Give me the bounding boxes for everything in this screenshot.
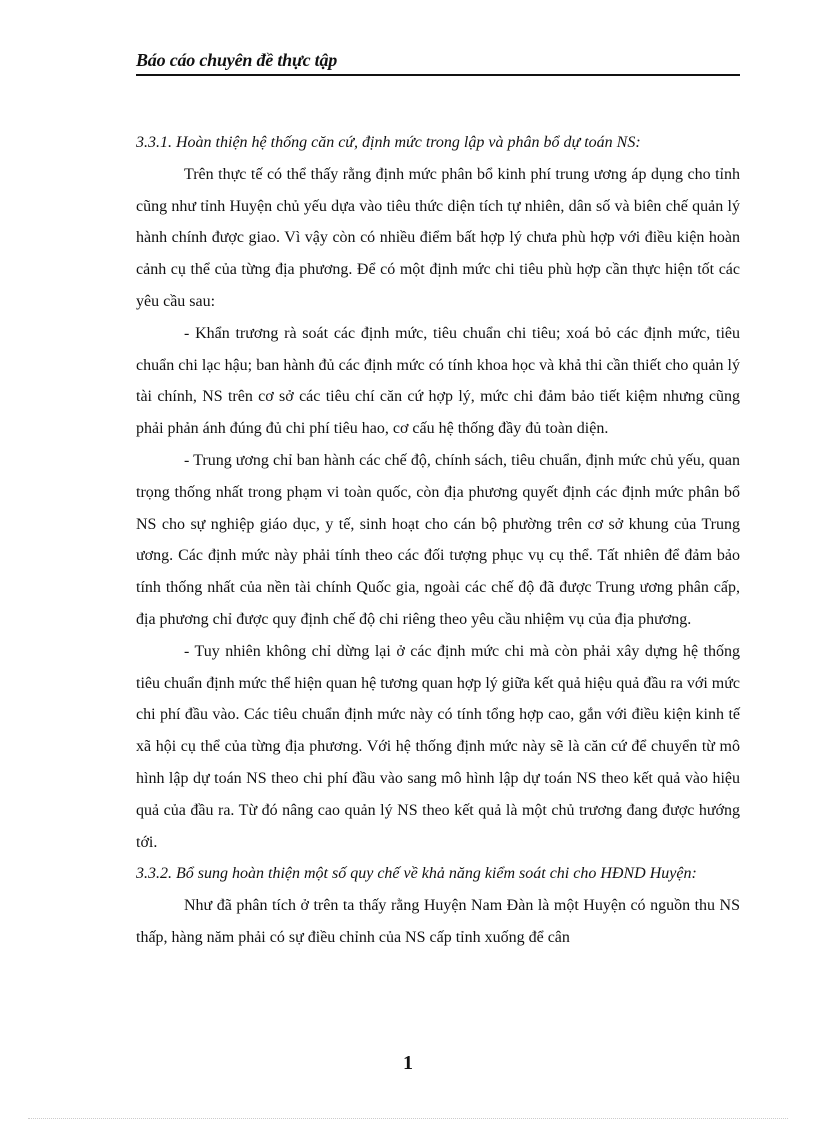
body-paragraph: - Tuy nhiên không chỉ dừng lại ở các định mức chi mà còn phải xây dựng hệ thống tiêu chuẩn định mức thể hiện quan hệ tương quan hợp lý giữa kết quả hiệu quả đầu ra với mức chi phí đầu vào. Các tiêu chuẩn định mức này có tính tổng hợp cao, gắn với điều kiện kinh tế xã hội cụ thể của từng địa phương. Với hệ thống định mức này sẽ là căn cứ để chuyển từ mô hình lập dự toán NS theo chi phí đầu vào sang mô hình lập dự toán NS theo kết quả vào hiệu quả của đầu ra. Từ đó nâng cao quản lý NS theo kết quả là một chủ trương đang được hướng tới.: [136, 642, 740, 851]
page-bottom-divider: [28, 1118, 788, 1119]
body-paragraph: Trên thực tế có thể thấy rằng định mức phân bổ kinh phí trung ương áp dụng cho tỉnh cũng như tỉnh Huyện chủ yếu dựa vào tiêu thức diện tích tự nhiên, dân số và biên chế quản lý hành chính được giao. Vì vậy còn có nhiều điểm bất hợp lý chưa phù hợp với điều kiện hoàn cảnh cụ thể của từng địa phương. Để có một định mức chi tiêu phù hợp cần thực hiện tốt các yêu cầu sau:: [136, 165, 740, 310]
body-paragraph: - Khẩn trương rà soát các định mức, tiêu chuẩn chi tiêu; xoá bỏ các định mức, tiêu chuẩn chi lạc hậu; ban hành đủ các định mức có tính khoa học và khả thi cần thiết cho quản lý tài chính, NS trên cơ sở các tiêu chí căn cứ hợp lý, mức chi đảm bảo tiết kiệm nhưng cũng phải phản ánh đúng đủ chi phí tiêu hao, cơ cấu hệ thống đầy đủ toàn diện.: [136, 324, 740, 438]
page-number: 1: [403, 1052, 413, 1074]
document-body: [136, 127, 740, 954]
header-title: Báo cáo chuyên đề thực tập: [136, 50, 338, 70]
section-heading-3-3-1: 3.3.1. Hoàn thiện hệ thống căn cứ, định mức trong lập và phân bổ dự toán NS:: [136, 134, 641, 151]
page-header: [136, 50, 740, 76]
body-paragraph: Như đã phân tích ở trên ta thấy rằng Huyện Nam Đàn là một Huyện có nguồn thu NS thấp, hàng năm phải có sự điều chỉnh của NS cấp tỉnh xuống để cân: [136, 897, 740, 946]
body-paragraph: - Trung ương chỉ ban hành các chế độ, chính sách, tiêu chuẩn, định mức chủ yếu, quan trọng thống nhất trong phạm vi toàn quốc, còn địa phương quyết định các định mức phân bổ NS cho sự nghiệp giáo dục, y tế, sinh hoạt cho cán bộ phường trên cơ sở khung của Trung ương. Các định mức này phải tính theo các đối tượng phục vụ cụ thể. Tất nhiên để đảm bảo tính thống nhất của nền tài chính Quốc gia, ngoài các chế độ đã được Trung ương phân cấp, địa phương chỉ được quy định chế độ chi riêng theo yêu cầu nhiệm vụ của địa phương.: [136, 451, 740, 628]
section-heading-3-3-2: 3.3.2. Bổ sung hoàn thiện một số quy chế về khả năng kiểm soát chi cho HĐND Huyện:: [136, 865, 697, 883]
